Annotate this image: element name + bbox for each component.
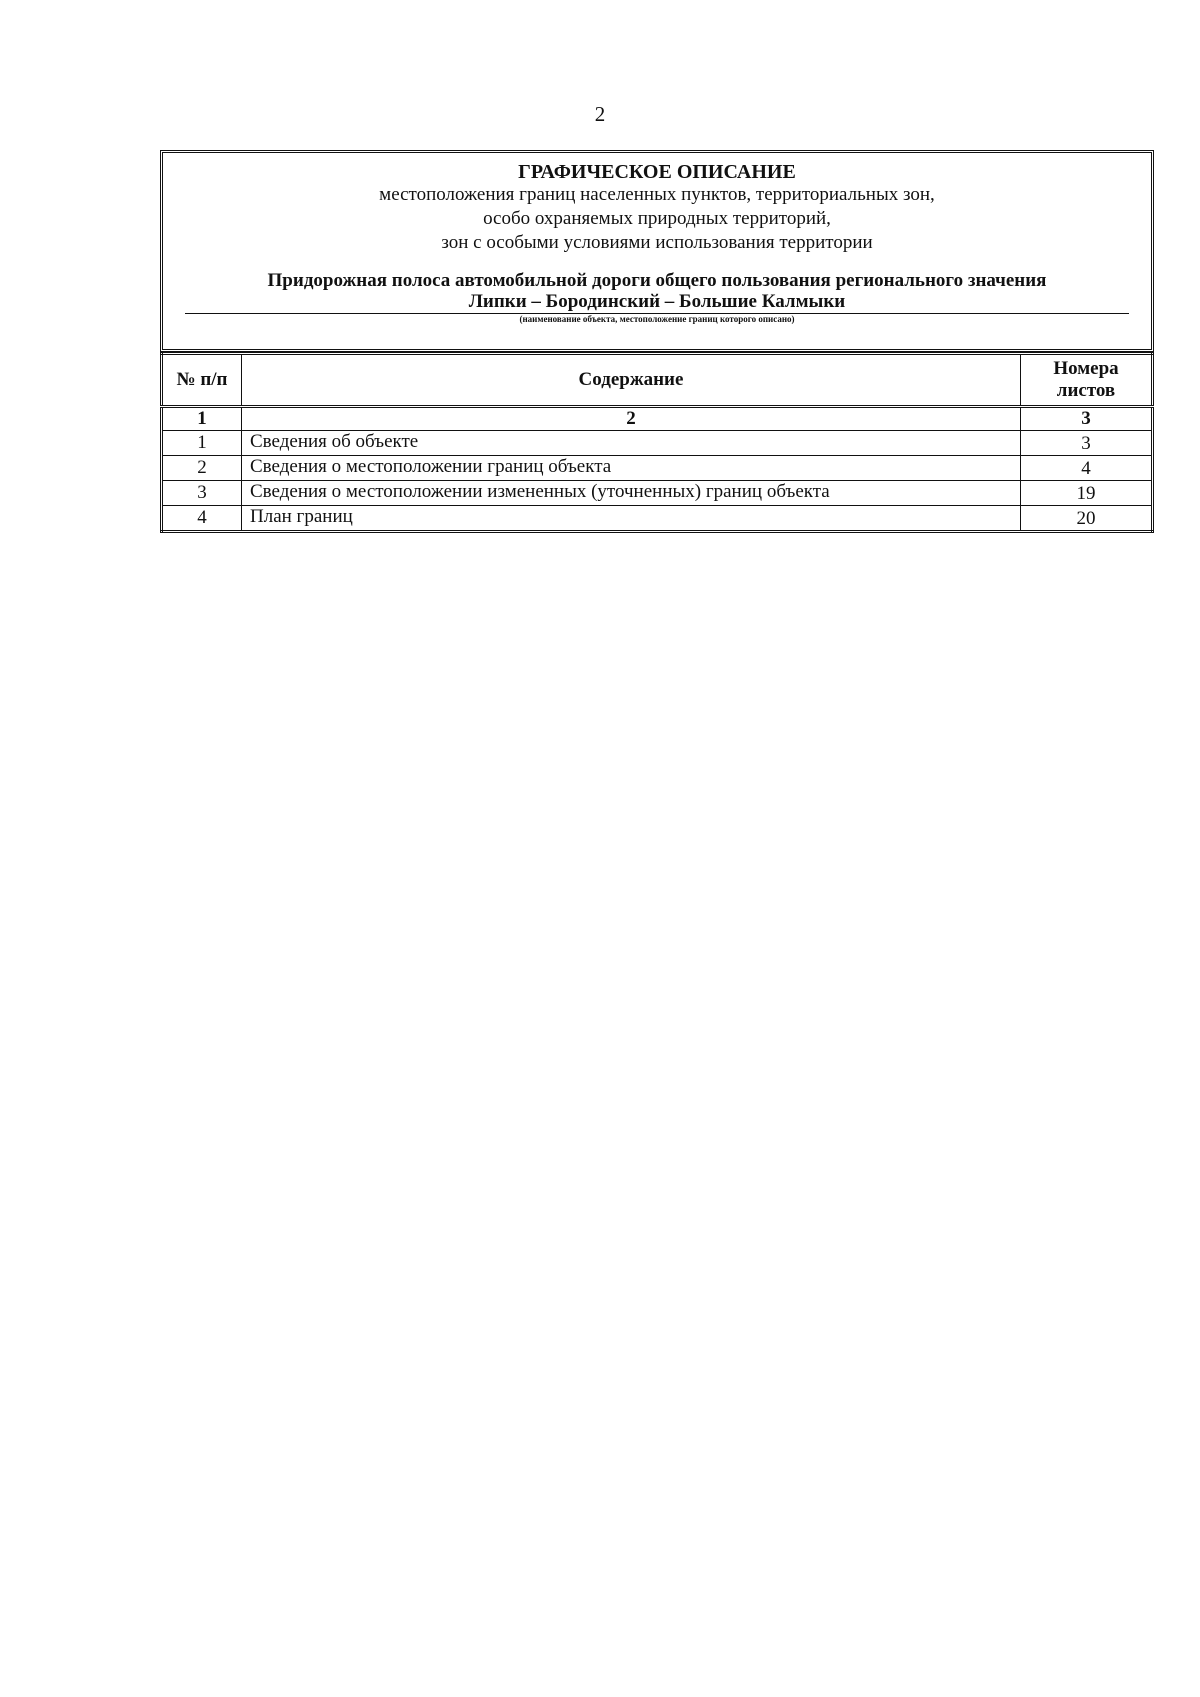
object-name-line-2: Липки – Бородинский – Большие Калмыки <box>468 291 846 312</box>
table-row <box>162 481 1153 506</box>
row-number: 2 <box>162 456 242 481</box>
header-number: № п/п <box>162 354 242 407</box>
table-row <box>162 506 1153 532</box>
row-pages: 3 <box>1021 431 1153 456</box>
document-title: ГРАФИЧЕСКОЕ ОПИСАНИЕ <box>518 161 796 183</box>
row-content: План границ <box>242 506 1021 532</box>
row-number: 1 <box>162 431 242 456</box>
row-content: Сведения о местоположении измененных (уточненных) границ объекта <box>242 481 1021 506</box>
document-header <box>160 150 1154 352</box>
row-pages: 20 <box>1021 506 1153 532</box>
object-name-line-1: Придорожная полоса автомобильной дороги общего пользования регионального значения <box>267 270 1047 291</box>
header-pages: Номера листов <box>1021 354 1153 407</box>
table-row <box>162 431 1153 456</box>
subtitle-line-1: местоположения границ населенных пунктов, территориальных зон, <box>379 184 935 205</box>
object-caption: (наименование объекта, местоположение границ которого описано) <box>519 314 795 324</box>
column-number-1: 1 <box>162 407 242 431</box>
row-pages: 19 <box>1021 481 1153 506</box>
column-number-2: 2 <box>242 407 1021 431</box>
row-number: 3 <box>162 481 242 506</box>
table-row <box>162 456 1153 481</box>
row-pages: 4 <box>1021 456 1153 481</box>
subtitle-line-3: зон с особыми условиями использования территории <box>441 232 873 253</box>
row-content: Сведения о местоположении границ объекта <box>242 456 1021 481</box>
toc-header-row <box>162 354 1153 407</box>
row-number: 4 <box>162 506 242 532</box>
page-number: 2 <box>594 102 606 126</box>
row-content: Сведения об объекте <box>242 431 1021 456</box>
toc-column-numbers-row <box>162 407 1153 431</box>
column-number-3: 3 <box>1021 407 1153 431</box>
header-content: Содержание <box>242 354 1021 407</box>
subtitle-line-2: особо охраняемых природных территорий, <box>483 208 831 229</box>
table-of-contents <box>160 352 1154 533</box>
